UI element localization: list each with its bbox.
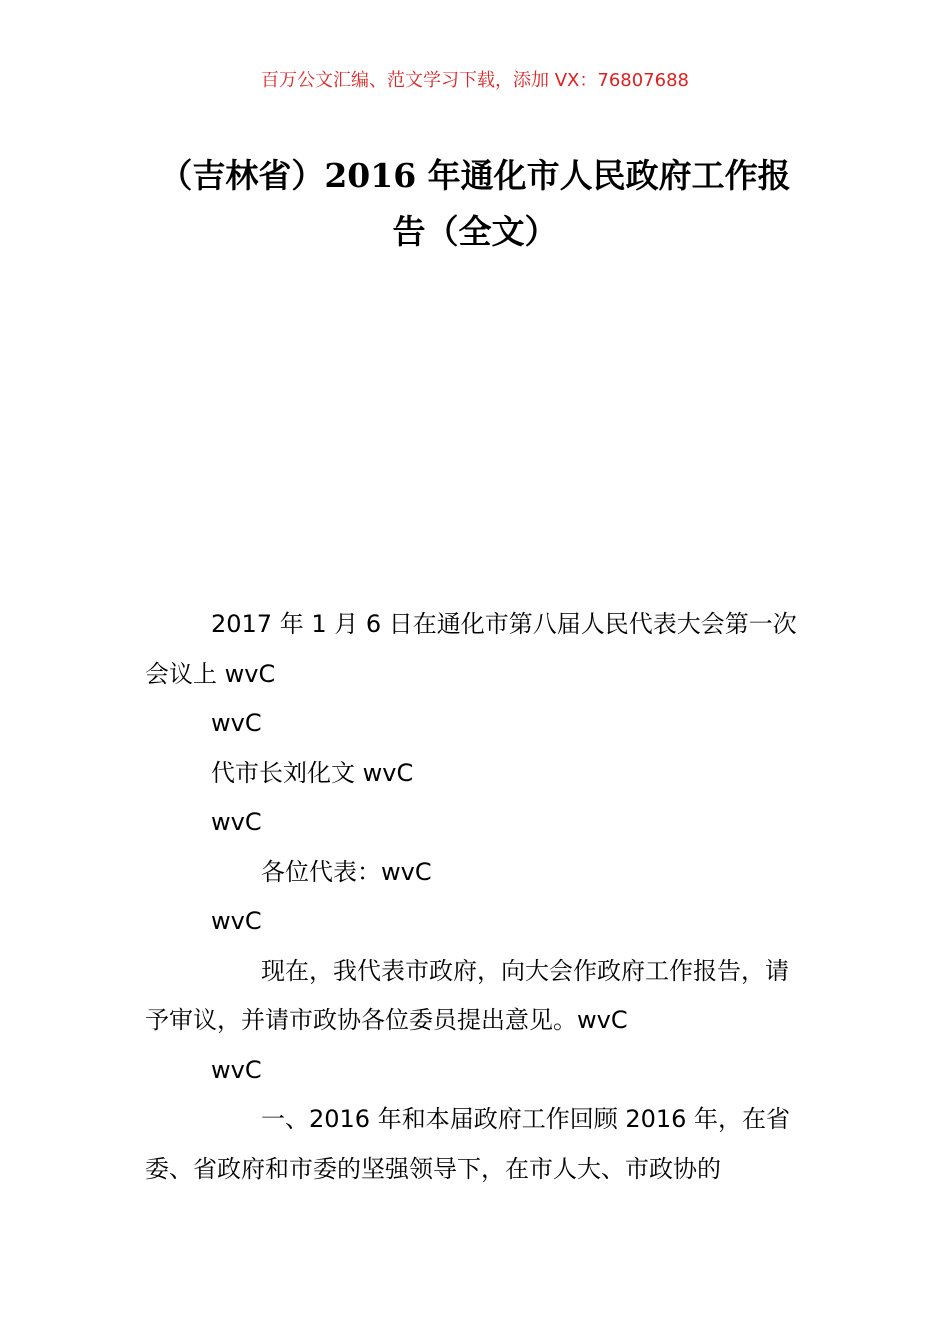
document-body: [145, 600, 810, 1194]
paragraph-marker: wvC: [211, 1055, 262, 1084]
paragraph-meeting-date: 2017 年 1 月 6 日在通化市第八届人民代表大会第一次会议上 wvC: [145, 610, 797, 688]
paragraph-salutation: 各位代表：wvC: [261, 857, 432, 886]
paragraph-speaker: 代市长刘化文 wvC: [211, 758, 414, 787]
watermark-header: 百万公文汇编、范文学习下载，添加 VX：76807688: [261, 70, 689, 91]
paragraph-marker: wvC: [211, 907, 262, 935]
paragraph-intro: 现在，我代表市政府，向大会作政府工作报告，请予审议，并请市政协各位委员提出意见。wvC: [145, 956, 789, 1034]
paragraph-review: 一、2016 年和本届政府工作回顾 2016 年，在省委、省政府和市委的坚强领导下，在市人大、市政协的: [145, 1105, 791, 1183]
document-title: （吉林省）2016 年通化市人民政府工作报告（全文）: [159, 156, 791, 251]
paragraph-marker: wvC: [211, 808, 262, 836]
paragraph-marker: wvC: [211, 709, 262, 737]
